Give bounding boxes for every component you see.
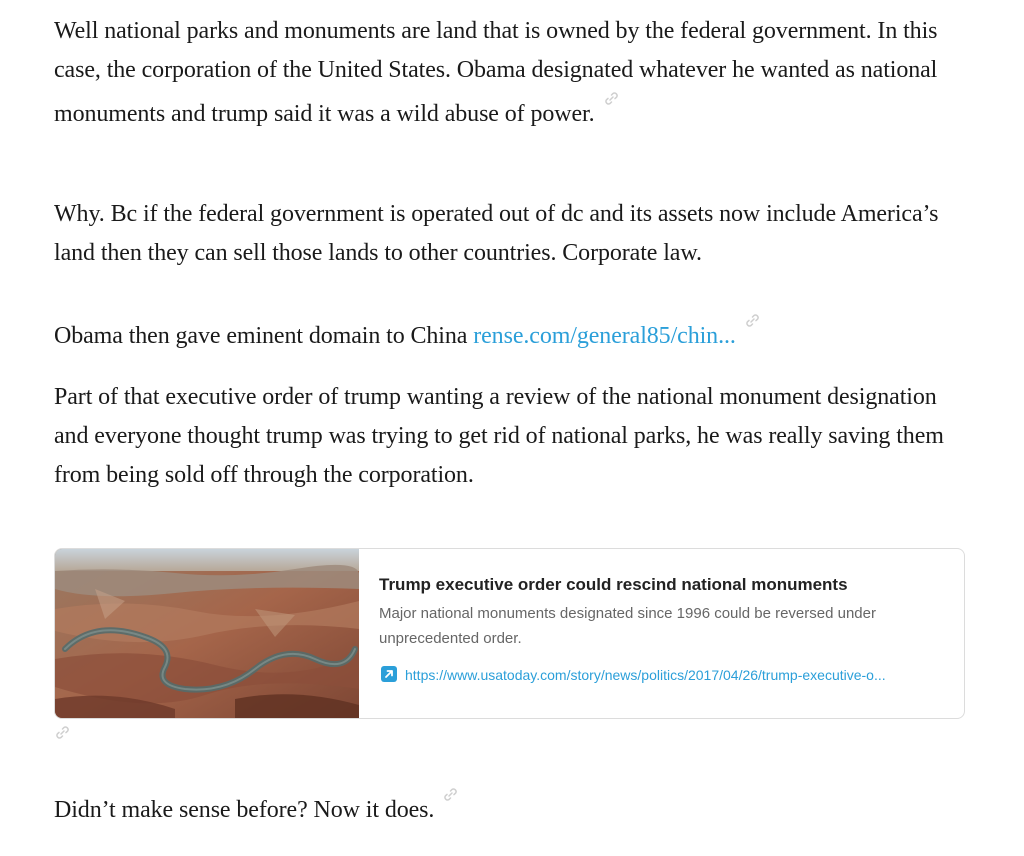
link-preview-description: Major national monuments designated since 1996 could be reversed under unprecedented order. — [379, 605, 876, 647]
paragraph-3 — [54, 312, 974, 356]
link-preview-url-row[interactable] — [379, 665, 944, 685]
paragraph-1-text: Well national parks and monuments are land that is owned by the federal government. In this case, the corporation of the United States. Obama designated whatever he wanted as national monuments and trump said it was a wild abuse of power. — [54, 18, 938, 127]
paragraph-4-text: Part of that executive order of trump wanting a review of the national monument designation and everyone thought trump was trying to get rid of national parks, he was really saving them from being sold off through the corporation. — [54, 384, 944, 488]
rense-link[interactable]: rense.com/general85/chin... — [473, 323, 736, 349]
paragraph-4 — [54, 378, 974, 495]
external-link-icon — [381, 666, 397, 682]
link-preview-url[interactable]: https://www.usatoday.com/story/news/politics/2017/04/26/trump-executive-o... — [405, 667, 886, 683]
paragraph-3-text: Obama then gave eminent domain to China — [54, 323, 474, 349]
paragraph-5-text: Didn’t make sense before? Now it does. — [54, 797, 435, 823]
anchor-link-icon[interactable] — [442, 786, 459, 803]
anchor-link-icon[interactable] — [603, 90, 620, 107]
anchor-link-icon[interactable] — [744, 312, 761, 329]
link-preview-card[interactable] — [54, 548, 965, 719]
paragraph-2 — [54, 195, 974, 273]
paragraph-5 — [54, 786, 974, 830]
paragraph-2-text: Why. Bc if the federal government is operated out of dc and its assets now include America’s land then they can sell those lands to other countries. Corporate law. — [54, 201, 939, 266]
link-preview-title[interactable]: Trump executive order could rescind national monuments — [379, 575, 848, 594]
anchor-link-icon[interactable] — [54, 724, 71, 741]
canyon-river-image[interactable] — [55, 549, 359, 719]
paragraph-1 — [54, 12, 974, 134]
